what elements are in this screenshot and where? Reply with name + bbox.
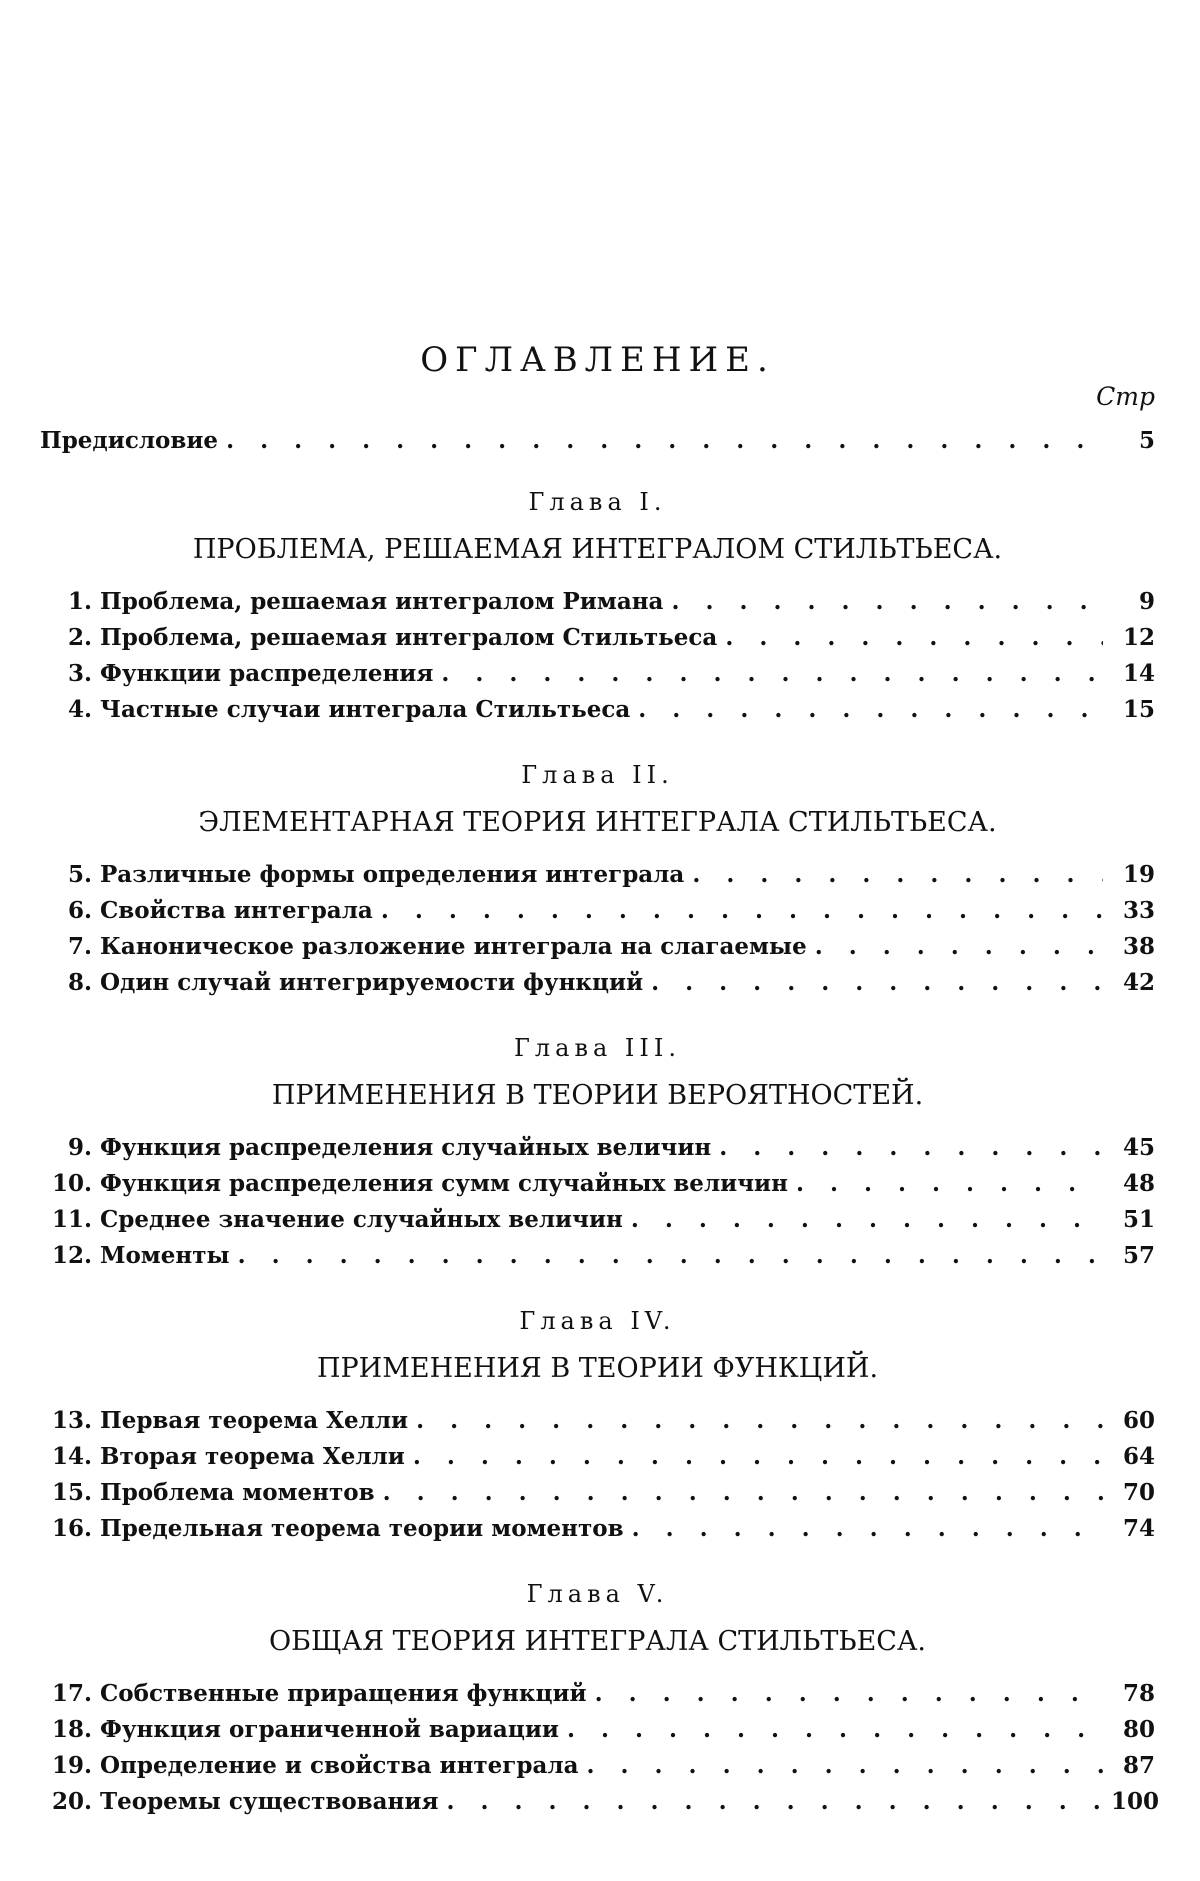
chapter-title: ПРИМЕНЕНИЯ В ТЕОРИИ ФУНКЦИЙ. xyxy=(316,1353,879,1384)
dot-leader xyxy=(815,931,1103,963)
chapter-title: ПРИМЕНЕНИЯ В ТЕОРИИ ВЕРОЯТНОСТЕЙ. xyxy=(271,1080,924,1111)
dot-leader xyxy=(226,425,1103,457)
chapter-heading: Глава II. xyxy=(521,761,674,789)
toc-entry xyxy=(40,1678,1155,1714)
chapter-4 xyxy=(40,1303,1155,1576)
entry-page: 12 xyxy=(1122,624,1155,651)
entry-text: Проблема, решаемая интегралом Стильтьеса xyxy=(100,624,718,651)
chapter-heading: Глава V. xyxy=(526,1580,669,1608)
dot-leader xyxy=(631,1204,1103,1236)
dot-leader xyxy=(383,1477,1103,1509)
toc-entry xyxy=(40,1786,1160,1822)
entry-number: 17. xyxy=(51,1680,92,1707)
entry-text: Предисловие xyxy=(40,427,219,454)
entry-text: Один случай интегрируемости функций xyxy=(100,969,644,996)
entry-number: 14. xyxy=(51,1443,92,1470)
dot-leader xyxy=(692,859,1103,891)
entry-page: 42 xyxy=(1122,969,1155,996)
toc-entry xyxy=(40,1513,1155,1549)
toc-entry xyxy=(40,1168,1155,1204)
entry-text: Предельная теорема теории моментов xyxy=(100,1515,624,1542)
toc-entry xyxy=(40,1132,1155,1168)
entry-text: Первая теорема Хелли xyxy=(100,1407,409,1434)
entry-text: Проблема, решаемая интегралом Римана xyxy=(100,588,664,615)
entry-number: 4. xyxy=(67,696,92,723)
toc-entry xyxy=(40,1477,1155,1513)
entry-page: 70 xyxy=(1122,1479,1155,1506)
dot-leader xyxy=(651,967,1103,999)
toc-entry xyxy=(40,859,1155,895)
entry-number: 10. xyxy=(51,1170,92,1197)
entry-page: 5 xyxy=(1138,427,1155,454)
entry-page: 100 xyxy=(1111,1788,1160,1815)
toc-entry xyxy=(40,1204,1155,1240)
entry-page: 60 xyxy=(1122,1407,1155,1434)
entry-text: Функция распределения сумм случайных величин xyxy=(100,1170,788,1197)
toc-entry xyxy=(40,1750,1155,1786)
entry-text: Свойства интеграла xyxy=(100,897,373,924)
entry-text: Среднее значение случайных величин xyxy=(100,1206,623,1233)
chapter-1 xyxy=(40,484,1155,757)
toc-entry xyxy=(40,1240,1155,1276)
entry-number: 19. xyxy=(51,1752,92,1779)
entry-text: Различные формы определения интеграла xyxy=(100,861,685,888)
preface-entry xyxy=(40,425,1155,461)
entry-text: Моменты xyxy=(100,1242,230,1269)
dot-leader xyxy=(796,1168,1103,1200)
page-title: ОГЛАВЛЕНИЕ. xyxy=(420,340,775,380)
chapter-title: ОБЩАЯ ТЕОРИЯ ИНТЕГРАЛА СТИЛЬТЬЕСА. xyxy=(269,1626,926,1657)
entry-number: 7. xyxy=(67,933,92,960)
dot-leader xyxy=(381,895,1103,927)
entry-page: 33 xyxy=(1122,897,1155,924)
dot-leader xyxy=(587,1750,1103,1782)
toc-entry xyxy=(40,694,1155,730)
entry-number: 16. xyxy=(51,1515,92,1542)
entry-text: Функции распределения xyxy=(100,660,434,687)
toc-entry xyxy=(40,931,1155,967)
entry-page: 51 xyxy=(1122,1206,1155,1233)
chapter-heading: Глава III. xyxy=(514,1034,681,1062)
entry-number: 20. xyxy=(51,1788,92,1815)
chapter-3 xyxy=(40,1030,1155,1303)
chapter-5 xyxy=(40,1576,1160,1849)
dot-leader xyxy=(567,1714,1103,1746)
entry-page: 9 xyxy=(1138,588,1155,615)
toc-entry xyxy=(40,425,1155,461)
chapter-2 xyxy=(40,757,1155,1030)
toc-page xyxy=(40,0,1160,1881)
entry-page: 15 xyxy=(1122,696,1155,723)
entry-page: 45 xyxy=(1122,1134,1155,1161)
chapter-title: ЭЛЕМЕНТАРНАЯ ТЕОРИЯ ИНТЕГРАЛА СТИЛЬТЬЕСА. xyxy=(198,807,997,838)
chapter-title: ПРОБЛЕМА, РЕШАЕМАЯ ИНТЕГРАЛОМ СТИЛЬТЬЕСА. xyxy=(192,534,1003,565)
dot-leader xyxy=(595,1678,1103,1710)
entry-page: 74 xyxy=(1122,1515,1155,1542)
chapter-list xyxy=(40,484,1160,1849)
dot-leader xyxy=(413,1441,1103,1473)
entry-number: 13. xyxy=(51,1407,92,1434)
entry-text: Каноническое разложение интеграла на слагаемые xyxy=(100,933,807,960)
dot-leader xyxy=(671,586,1103,618)
entry-text: Собственные приращения функций xyxy=(100,1680,587,1707)
dot-leader xyxy=(441,658,1103,690)
entry-number: 18. xyxy=(51,1716,92,1743)
entry-number: 2. xyxy=(67,624,92,651)
entry-number: 15. xyxy=(51,1479,92,1506)
toc-entry xyxy=(40,586,1155,622)
dot-leader xyxy=(725,622,1103,654)
entry-page: 19 xyxy=(1122,861,1155,888)
page-column-label: Стр xyxy=(1096,382,1155,411)
entry-text: Проблема моментов xyxy=(100,1479,375,1506)
entry-text: Функция ограниченной вариации xyxy=(100,1716,559,1743)
dot-leader xyxy=(416,1405,1103,1437)
entry-page: 14 xyxy=(1122,660,1155,687)
entry-number: 9. xyxy=(67,1134,92,1161)
entry-text: Функция распределения случайных величин xyxy=(100,1134,712,1161)
entry-page: 48 xyxy=(1122,1170,1155,1197)
chapter-heading: Глава I. xyxy=(528,488,667,516)
dot-leader xyxy=(719,1132,1103,1164)
toc-entry xyxy=(40,658,1155,694)
entry-number: 5. xyxy=(67,861,92,888)
chapter-heading: Глава IV. xyxy=(519,1307,676,1335)
dot-leader xyxy=(238,1240,1103,1272)
entry-page: 78 xyxy=(1122,1680,1155,1707)
entry-page: 57 xyxy=(1122,1242,1155,1269)
entry-text: Определение и свойства интеграла xyxy=(100,1752,579,1779)
toc-entry xyxy=(40,1405,1155,1441)
entry-number: 1. xyxy=(67,588,92,615)
dot-leader xyxy=(638,694,1103,726)
toc-entry xyxy=(40,895,1155,931)
entry-page: 87 xyxy=(1122,1752,1155,1779)
entry-number: 12. xyxy=(51,1242,92,1269)
dot-leader xyxy=(446,1786,1103,1818)
entry-page: 64 xyxy=(1122,1443,1155,1470)
entry-number: 3. xyxy=(67,660,92,687)
entry-page: 38 xyxy=(1122,933,1155,960)
entry-number: 8. xyxy=(67,969,92,996)
entry-text: Теоремы существования xyxy=(100,1788,439,1815)
entry-number: 11. xyxy=(51,1206,92,1233)
toc-entry xyxy=(40,1441,1155,1477)
entry-text: Вторая теорема Хелли xyxy=(100,1443,405,1470)
entry-page: 80 xyxy=(1122,1716,1155,1743)
toc-entry xyxy=(40,1714,1155,1750)
toc-entry xyxy=(40,967,1155,1003)
entry-number: 6. xyxy=(67,897,92,924)
entry-text: Частные случаи интеграла Стильтьеса xyxy=(100,696,631,723)
dot-leader xyxy=(632,1513,1103,1545)
toc-entry xyxy=(40,622,1155,658)
